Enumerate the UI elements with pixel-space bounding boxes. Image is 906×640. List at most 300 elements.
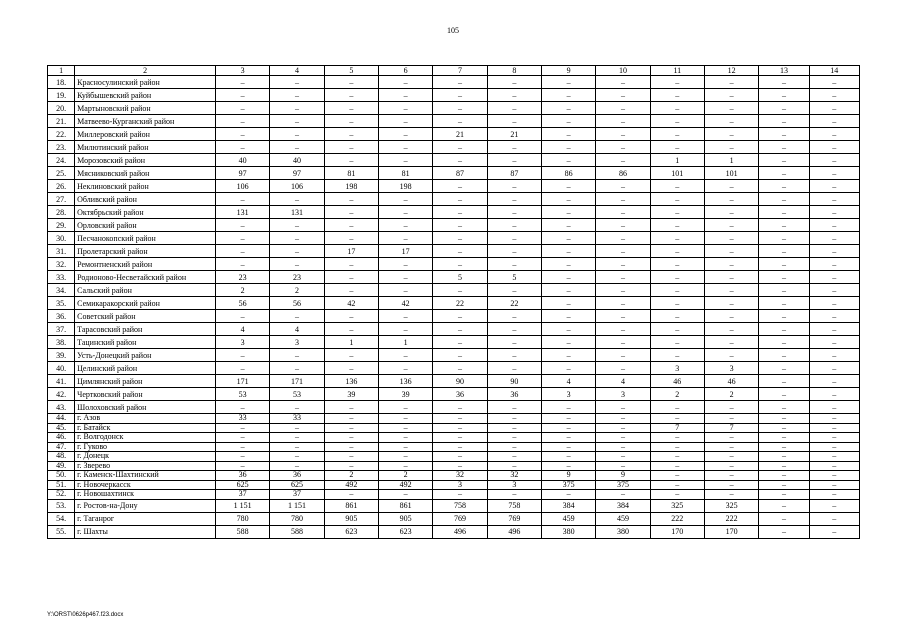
value-cell: – xyxy=(809,89,859,102)
district-name-cell: Цимлянский район xyxy=(75,375,216,388)
value-cell: – xyxy=(809,115,859,128)
row-number-cell: 48. xyxy=(48,452,75,462)
value-cell: 39 xyxy=(324,388,378,401)
value-cell: – xyxy=(270,245,324,258)
value-cell: – xyxy=(704,180,758,193)
value-cell: – xyxy=(541,461,595,471)
value-cell: – xyxy=(541,206,595,219)
value-cell: – xyxy=(379,433,433,443)
value-cell: – xyxy=(704,480,758,490)
row-number-cell: 47. xyxy=(48,442,75,452)
table-row xyxy=(48,423,860,433)
value-cell: 1 xyxy=(650,154,704,167)
value-cell: – xyxy=(650,310,704,323)
value-cell: – xyxy=(216,401,270,414)
value-cell: 46 xyxy=(704,375,758,388)
value-cell: – xyxy=(809,323,859,336)
district-name-cell: Октябрьский район xyxy=(75,206,216,219)
value-cell: – xyxy=(650,180,704,193)
value-cell: – xyxy=(487,362,541,375)
row-number-cell: 43. xyxy=(48,401,75,414)
value-cell: – xyxy=(216,89,270,102)
table-row xyxy=(48,452,860,462)
value-cell: – xyxy=(650,102,704,115)
value-cell: – xyxy=(596,433,650,443)
value-cell: 40 xyxy=(270,154,324,167)
value-cell: – xyxy=(759,141,809,154)
value-cell: – xyxy=(270,89,324,102)
value-cell: 22 xyxy=(487,297,541,310)
row-number-cell: 23. xyxy=(48,141,75,154)
value-cell: – xyxy=(704,271,758,284)
value-cell: – xyxy=(433,452,487,462)
table-row xyxy=(48,193,860,206)
value-cell: – xyxy=(650,414,704,424)
value-cell: – xyxy=(324,442,378,452)
value-cell: – xyxy=(487,310,541,323)
value-cell: – xyxy=(759,284,809,297)
row-number-cell: 54. xyxy=(48,512,75,525)
value-cell: – xyxy=(433,490,487,500)
value-cell: – xyxy=(759,480,809,490)
row-number-cell: 25. xyxy=(48,167,75,180)
value-cell: – xyxy=(324,206,378,219)
value-cell: – xyxy=(324,490,378,500)
value-cell: – xyxy=(596,115,650,128)
value-cell: – xyxy=(809,388,859,401)
value-cell: – xyxy=(541,414,595,424)
value-cell: – xyxy=(270,102,324,115)
table-row xyxy=(48,433,860,443)
table-row xyxy=(48,336,860,349)
value-cell: – xyxy=(704,297,758,310)
value-cell: – xyxy=(324,310,378,323)
value-cell: 9 xyxy=(596,471,650,481)
row-number-cell: 40. xyxy=(48,362,75,375)
value-cell: – xyxy=(759,471,809,481)
value-cell: – xyxy=(541,423,595,433)
value-cell: – xyxy=(759,323,809,336)
table-row xyxy=(48,388,860,401)
value-cell: – xyxy=(704,442,758,452)
value-cell: – xyxy=(809,284,859,297)
table-row xyxy=(48,297,860,310)
value-cell: – xyxy=(596,336,650,349)
value-cell: – xyxy=(487,433,541,443)
value-cell: 131 xyxy=(270,206,324,219)
table-row xyxy=(48,512,860,525)
value-cell: 198 xyxy=(379,180,433,193)
district-name-cell: Ремонтненский район xyxy=(75,258,216,271)
district-name-cell: Тарасовский район xyxy=(75,323,216,336)
value-cell: 4 xyxy=(216,323,270,336)
table-row xyxy=(48,499,860,512)
value-cell: 46 xyxy=(650,375,704,388)
row-number-cell: 55. xyxy=(48,525,75,538)
value-cell: – xyxy=(433,102,487,115)
value-cell: – xyxy=(324,102,378,115)
value-cell: – xyxy=(324,115,378,128)
value-cell: – xyxy=(433,232,487,245)
value-cell: 222 xyxy=(704,512,758,525)
table-row xyxy=(48,154,860,167)
value-cell: – xyxy=(650,115,704,128)
district-name-cell: г. Азов xyxy=(75,414,216,424)
value-cell: – xyxy=(704,102,758,115)
value-cell: 222 xyxy=(650,512,704,525)
district-name-cell: Целинский район xyxy=(75,362,216,375)
table-row xyxy=(48,310,860,323)
value-cell: – xyxy=(433,193,487,206)
value-cell: – xyxy=(487,115,541,128)
value-cell: – xyxy=(487,461,541,471)
district-name-cell: Мясниковский район xyxy=(75,167,216,180)
table-row xyxy=(48,167,860,180)
table-row xyxy=(48,284,860,297)
value-cell: – xyxy=(324,141,378,154)
district-name-cell: Красносулинский район xyxy=(75,76,216,89)
value-cell: – xyxy=(270,258,324,271)
value-cell: 7 xyxy=(650,423,704,433)
value-cell: 21 xyxy=(487,128,541,141)
district-name-cell: г. Таганрог xyxy=(75,512,216,525)
value-cell: 758 xyxy=(433,499,487,512)
table-row xyxy=(48,245,860,258)
value-cell: 492 xyxy=(379,480,433,490)
table-body xyxy=(48,76,860,539)
column-header: 9 xyxy=(541,66,595,76)
table-row xyxy=(48,375,860,388)
value-cell: – xyxy=(379,490,433,500)
value-cell: 3 xyxy=(704,362,758,375)
value-cell: – xyxy=(809,102,859,115)
value-cell: – xyxy=(324,128,378,141)
value-cell: 325 xyxy=(650,499,704,512)
value-cell: – xyxy=(704,128,758,141)
value-cell: 905 xyxy=(379,512,433,525)
value-cell: – xyxy=(809,442,859,452)
value-cell: – xyxy=(809,245,859,258)
value-cell: – xyxy=(379,115,433,128)
district-name-cell: Тацинский район xyxy=(75,336,216,349)
table-row xyxy=(48,525,860,538)
value-cell: 33 xyxy=(270,414,324,424)
table-row xyxy=(48,362,860,375)
value-cell: – xyxy=(433,154,487,167)
value-cell: – xyxy=(379,423,433,433)
value-cell: 42 xyxy=(324,297,378,310)
value-cell: 17 xyxy=(379,245,433,258)
value-cell: – xyxy=(650,128,704,141)
value-cell: 3 xyxy=(596,388,650,401)
value-cell: – xyxy=(541,141,595,154)
row-number-cell: 52. xyxy=(48,490,75,500)
value-cell: 22 xyxy=(433,297,487,310)
row-number-cell: 46. xyxy=(48,433,75,443)
value-cell: – xyxy=(433,89,487,102)
value-cell: – xyxy=(704,284,758,297)
value-cell: – xyxy=(433,284,487,297)
value-cell: – xyxy=(433,245,487,258)
value-cell: 23 xyxy=(270,271,324,284)
value-cell: – xyxy=(596,310,650,323)
value-cell: – xyxy=(487,245,541,258)
value-cell: – xyxy=(596,271,650,284)
value-cell: – xyxy=(759,89,809,102)
value-cell: – xyxy=(759,258,809,271)
value-cell: – xyxy=(650,271,704,284)
value-cell: – xyxy=(379,89,433,102)
value-cell: – xyxy=(216,115,270,128)
value-cell: 40 xyxy=(216,154,270,167)
value-cell: – xyxy=(596,414,650,424)
district-name-cell: г. Новочеркасск xyxy=(75,480,216,490)
value-cell: 492 xyxy=(324,480,378,490)
value-cell: 97 xyxy=(270,167,324,180)
value-cell: – xyxy=(379,219,433,232)
value-cell: – xyxy=(704,452,758,462)
value-cell: 7 xyxy=(704,423,758,433)
value-cell: – xyxy=(379,258,433,271)
value-cell: – xyxy=(433,310,487,323)
value-cell: – xyxy=(487,414,541,424)
value-cell: – xyxy=(379,271,433,284)
value-cell: 3 xyxy=(433,480,487,490)
value-cell: – xyxy=(704,471,758,481)
value-cell: – xyxy=(650,452,704,462)
column-header: 7 xyxy=(433,66,487,76)
row-number-cell: 45. xyxy=(48,423,75,433)
row-number-cell: 21. xyxy=(48,115,75,128)
value-cell: – xyxy=(541,401,595,414)
value-cell: 3 xyxy=(487,480,541,490)
value-cell: – xyxy=(270,349,324,362)
value-cell: – xyxy=(541,452,595,462)
value-cell: – xyxy=(809,414,859,424)
district-name-cell: Куйбышевский район xyxy=(75,89,216,102)
value-cell: – xyxy=(487,76,541,89)
value-cell: 780 xyxy=(216,512,270,525)
value-cell: – xyxy=(650,89,704,102)
value-cell: 101 xyxy=(650,167,704,180)
value-cell: 81 xyxy=(324,167,378,180)
row-number-cell: 29. xyxy=(48,219,75,232)
value-cell: 17 xyxy=(324,245,378,258)
value-cell: – xyxy=(270,141,324,154)
value-cell: 1 151 xyxy=(216,499,270,512)
row-number-cell: 22. xyxy=(48,128,75,141)
value-cell: – xyxy=(809,336,859,349)
value-cell: – xyxy=(596,258,650,271)
value-cell: – xyxy=(759,362,809,375)
value-cell: – xyxy=(596,89,650,102)
value-cell: 380 xyxy=(596,525,650,538)
value-cell: – xyxy=(704,349,758,362)
value-cell: – xyxy=(704,89,758,102)
value-cell: – xyxy=(433,258,487,271)
district-name-cell: г. Гуково xyxy=(75,442,216,452)
value-cell: – xyxy=(809,499,859,512)
value-cell: – xyxy=(541,349,595,362)
row-number-cell: 35. xyxy=(48,297,75,310)
value-cell: 2 xyxy=(270,284,324,297)
value-cell: – xyxy=(809,452,859,462)
row-number-cell: 32. xyxy=(48,258,75,271)
value-cell: – xyxy=(270,76,324,89)
value-cell: – xyxy=(541,219,595,232)
value-cell: – xyxy=(379,414,433,424)
table-row xyxy=(48,219,860,232)
value-cell: – xyxy=(541,89,595,102)
row-number-cell: 50. xyxy=(48,471,75,481)
value-cell: 106 xyxy=(270,180,324,193)
value-cell: – xyxy=(216,362,270,375)
value-cell: – xyxy=(759,219,809,232)
table-row xyxy=(48,490,860,500)
value-cell: – xyxy=(324,284,378,297)
district-name-cell: Пролетарский район xyxy=(75,245,216,258)
footer-file-path: Y:\ORST\0626p467.f23.docx xyxy=(47,612,124,618)
table-row xyxy=(48,76,860,89)
row-number-cell: 24. xyxy=(48,154,75,167)
table-row xyxy=(48,128,860,141)
value-cell: – xyxy=(433,180,487,193)
value-cell: – xyxy=(270,452,324,462)
value-cell: – xyxy=(596,102,650,115)
value-cell: – xyxy=(809,310,859,323)
value-cell: 496 xyxy=(433,525,487,538)
value-cell: 86 xyxy=(541,167,595,180)
value-cell: 384 xyxy=(596,499,650,512)
value-cell: – xyxy=(216,141,270,154)
value-cell: – xyxy=(433,442,487,452)
value-cell: – xyxy=(541,258,595,271)
value-cell: – xyxy=(216,232,270,245)
value-cell: – xyxy=(596,297,650,310)
value-cell: – xyxy=(433,141,487,154)
value-cell: – xyxy=(704,310,758,323)
value-cell: – xyxy=(270,115,324,128)
value-cell: – xyxy=(379,128,433,141)
value-cell: – xyxy=(650,480,704,490)
value-cell: – xyxy=(270,423,324,433)
value-cell: – xyxy=(596,452,650,462)
district-name-cell: Советский район xyxy=(75,310,216,323)
row-number-cell: 36. xyxy=(48,310,75,323)
value-cell: 459 xyxy=(596,512,650,525)
value-cell: – xyxy=(596,154,650,167)
value-cell: 780 xyxy=(270,512,324,525)
value-cell: – xyxy=(433,401,487,414)
district-name-cell: Шолоховский район xyxy=(75,401,216,414)
value-cell: – xyxy=(759,499,809,512)
value-cell: – xyxy=(704,76,758,89)
value-cell: – xyxy=(650,193,704,206)
value-cell: – xyxy=(759,525,809,538)
value-cell: 56 xyxy=(270,297,324,310)
value-cell: – xyxy=(433,349,487,362)
value-cell: – xyxy=(216,193,270,206)
value-cell: 588 xyxy=(216,525,270,538)
table-row xyxy=(48,180,860,193)
value-cell: – xyxy=(704,193,758,206)
value-cell: – xyxy=(704,401,758,414)
value-cell: 2 xyxy=(704,388,758,401)
value-cell: 53 xyxy=(216,388,270,401)
value-cell: 42 xyxy=(379,297,433,310)
value-cell: – xyxy=(650,433,704,443)
value-cell: – xyxy=(487,154,541,167)
value-cell: – xyxy=(324,219,378,232)
value-cell: – xyxy=(541,284,595,297)
value-cell: 3 xyxy=(650,362,704,375)
value-cell: – xyxy=(324,323,378,336)
district-name-cell: Милютинский район xyxy=(75,141,216,154)
value-cell: – xyxy=(759,115,809,128)
value-cell: – xyxy=(596,180,650,193)
value-cell: – xyxy=(650,258,704,271)
value-cell: – xyxy=(324,452,378,462)
value-cell: – xyxy=(809,401,859,414)
value-cell: – xyxy=(541,271,595,284)
value-cell: – xyxy=(487,336,541,349)
row-number-cell: 30. xyxy=(48,232,75,245)
value-cell: – xyxy=(433,206,487,219)
value-cell: – xyxy=(541,490,595,500)
value-cell: – xyxy=(809,180,859,193)
district-name-cell: Чертковский район xyxy=(75,388,216,401)
value-cell: – xyxy=(433,115,487,128)
value-cell: – xyxy=(541,128,595,141)
value-cell: – xyxy=(759,433,809,443)
value-cell: – xyxy=(487,401,541,414)
value-cell: 53 xyxy=(270,388,324,401)
value-cell: – xyxy=(650,401,704,414)
value-cell: – xyxy=(324,76,378,89)
value-cell: – xyxy=(324,401,378,414)
value-cell: – xyxy=(487,452,541,462)
value-cell: – xyxy=(759,442,809,452)
value-cell: – xyxy=(759,414,809,424)
value-cell: – xyxy=(433,76,487,89)
value-cell: 4 xyxy=(270,323,324,336)
value-cell: – xyxy=(379,76,433,89)
value-cell: 2 xyxy=(379,471,433,481)
value-cell: 9 xyxy=(541,471,595,481)
row-number-cell: 51. xyxy=(48,480,75,490)
value-cell: 90 xyxy=(433,375,487,388)
value-cell: 459 xyxy=(541,512,595,525)
value-cell: – xyxy=(379,102,433,115)
value-cell: – xyxy=(759,271,809,284)
value-cell: – xyxy=(541,442,595,452)
value-cell: – xyxy=(704,141,758,154)
table-row xyxy=(48,102,860,115)
value-cell: – xyxy=(809,167,859,180)
value-cell: – xyxy=(324,423,378,433)
value-cell: – xyxy=(379,193,433,206)
value-cell: – xyxy=(759,375,809,388)
value-cell: – xyxy=(650,232,704,245)
table-row xyxy=(48,442,860,452)
value-cell: 2 xyxy=(324,471,378,481)
table-row xyxy=(48,206,860,219)
value-cell: – xyxy=(216,258,270,271)
value-cell: 5 xyxy=(433,271,487,284)
value-cell: 375 xyxy=(596,480,650,490)
row-number-cell: 26. xyxy=(48,180,75,193)
value-cell: 380 xyxy=(541,525,595,538)
